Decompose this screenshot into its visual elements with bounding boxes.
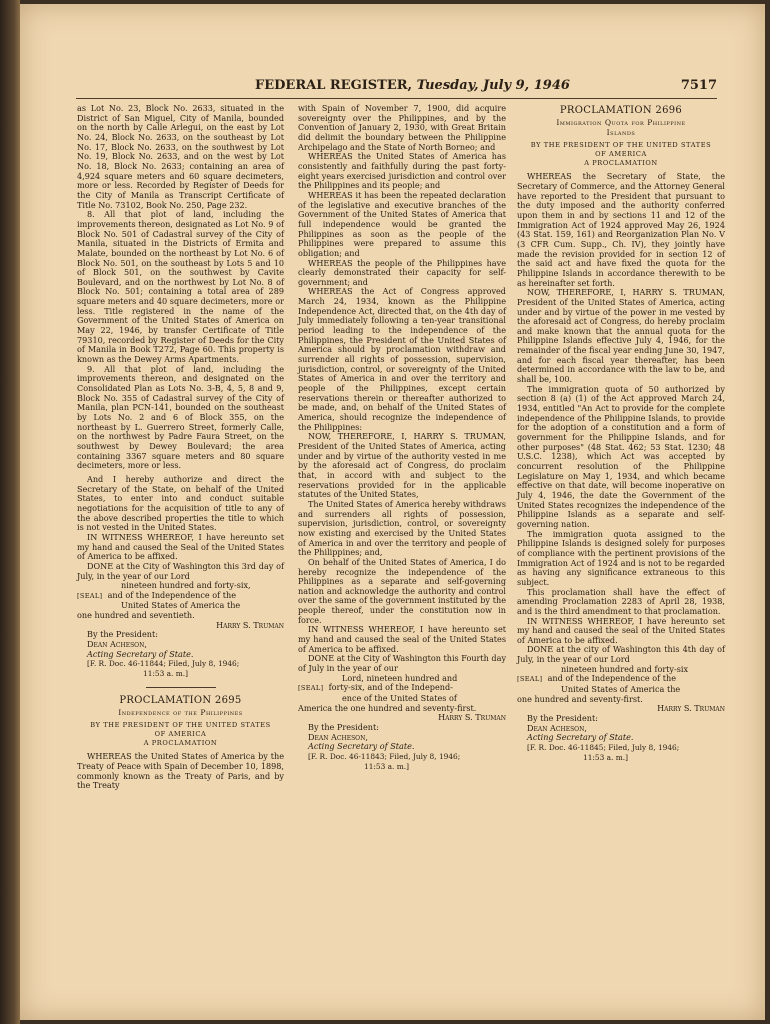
paragraph: DONE at the City of Washington this Fourth day of July in the year of our (298, 653, 507, 674)
acting-secretary: Acting Secretary of State. (308, 741, 415, 752)
seal-line: Lord, nineteen hundred and [SEAL] forty-six, and of the Independ- ence of the United States of America the one hundred and seventy-first. (298, 672, 477, 713)
page-number: 7517 (680, 78, 717, 93)
issue-date: Tuesday, July 9, 1946 (416, 78, 570, 93)
binding-gutter (0, 0, 20, 1024)
seal-mark: [SEAL] (298, 684, 324, 693)
seal-line: nineteen hundred and forty-six, [SEAL] and of the Independence of the United States of America the one hundred and seventieth. (77, 580, 251, 621)
paragraph: DONE at the City of Washington this 3rd day of July, in the year of our Lord (77, 560, 284, 581)
paragraph: This proclamation shall have the effect of amending Proclamation 2283 of April 28, 1938, and is the third amendment to that proclamation. (517, 586, 725, 616)
paragraph: WHEREAS the Secretary of State, the Secretary of Commerce, and the Attorney General have reported to the President that pursuant to the duty imposed and the authority conferred upon them in and by sections 11 and 12 of the Immigration Act of 1924 approved May 26, 1924 (43 Stat. 159, 161) and Reorganization Plan No. V (3 CFR Cum. Supp., Ch. IV), they jointly have made the revision provided for in section 12 of the said act and have fixed the quota for the Philippine Islands in accordance therewith to be as hereinafter set forth. (517, 171, 725, 288)
paragraph: The United States of America hereby withdraws and surrenders all rights of possession, supervision, jurisdiction, control, or sovereignty now existing and exercised by the United States of America in and over the territory and people of the Philippines; and, (298, 498, 506, 558)
paragraph: 9. All that plot of land, including the improvements thereon, and designated on the Consolidated Plan as Lots No. 3-B, 4, 5, 8 and 9, Block No. 355 of Cadastral survey of the City of Manila, plan PCN-141, bounded on the southeast by Lots No. 2 and 6 of Block 355, on the northeast by L. Guerrero Street, formerly Calle, on the northwest by Padre Faura Street, on the southwest by Dewey Boulevard; the area containing 3367 square meters and 80 square decimeters, more or less. (77, 363, 284, 471)
column-1 (77, 104, 284, 791)
paragraph: NOW, THEREFORE, I, HARRY S. TRUMAN, President of the United States of America, acting under and by virtue of the authority vested in me by the aforesaid act of Congress, do proclaim that, in accord with and subject to the reservations provided for in the applicable statutes of the United States, (298, 431, 506, 500)
paragraph: WHEREAS the United States of America by the Treaty of Peace with Spain of December 10, 1898, commonly known as the Treaty of Paris, and by the Treaty (77, 751, 284, 791)
seal-mark: [SEAL] (77, 591, 103, 600)
proclamation-title: PROCLAMATION 2695 (119, 694, 242, 706)
page-title (255, 78, 570, 93)
paragraph: And I hereby authorize and direct the Secretary of the State, on behalf of the United States, to enter into and conduct suitable negotiations for the acquisition of title to any of the above described properties the title to which is not vested in the United States. (77, 473, 284, 533)
paragraph: IN WITNESS WHEREOF, I have hereunto set my hand and caused the seal of the United States of America to be affixed. (298, 624, 506, 654)
by-the-president: By the President: (527, 713, 598, 724)
signature: Harry S. Truman (657, 703, 725, 714)
fr-doc-note: [F. R. Doc. 46-11844; Filed, July 8, 1946; 11:53 a. m.] (87, 659, 240, 679)
paragraph: WHEREAS the United States of America has consistently and faithfully during the past forty-eight years exercised jurisdiction and control over the Philippines and its people; and (298, 151, 506, 191)
paragraph: 8. All that plot of land, including the improvements thereon, designated as Lot No. 9 of Block No. 501 of Cadastral survey of the City of Manila, situated in the Districts of Ermita and Malate, bounded on the northeast by Lot No. 6 of Block No. 501, on the southeast by Lots 5 and 10 of Block 501, on the southwest by Cavite Boulevard, and on the northwest by Lot No. 8 of Block No. 501; containing a total area of 289 square meters and 40 square decimeters, more or less. Title registered in the name of the Government of the United States of America on May 22, 1946, by transfer Certificate of Title 79310, recorded by Register of Deeds for the City of Manila in Book T272, Page 60. This property is known as the Dewey Arms Apartments. (77, 209, 284, 365)
of-america-heading: OF AMERICA (595, 150, 647, 159)
paragraph: WHEREAS the people of the Philippines have clearly demonstrated their capacity for self-government; and (298, 257, 506, 287)
proclamation-subtitle: Immigration Quota for Philippine Islands (556, 118, 686, 137)
by-the-president: By the President: (308, 722, 379, 732)
paragraph: IN WITNESS WHEREOF, I have hereunto set my hand and caused the Seal of the United States of America to be affixed. (77, 531, 284, 562)
of-america-heading: OF AMERICA (154, 730, 207, 739)
column-2 (298, 104, 506, 771)
paragraph: DONE at the city of Washington this 4th day of July, in the year of our Lord (517, 644, 725, 665)
paragraph: as Lot No. 23, Block No. 2633, situated in the District of San Miguel, City of Manila, bounded on the north by Calle Arlegui, on the east by Lot No. 24, Block No. 2633, on the southeast by Lot No. 17, Block No. 2633, on the southwest by Lot No. 19, Block No. 2633, and on the west by Lot No. 18, Block No. 2633; containing an area of 4,924 square meters and 60 square decimeters, more or less. Recorded by Register of Deeds for the City of Manila as Transcript Certificate of Title No. 73102, Book No. 250, Page 232. (77, 103, 284, 210)
paragraph: IN WITNESS WHEREOF, I have hereunto set my hand and caused the seal of the United States of America to be affixed. (517, 615, 725, 645)
seal-mark: [SEAL] (517, 675, 543, 684)
paragraph: WHEREAS the Act of Congress approved March 24, 1934, known as the Philippine Independence Act, directed that, on the 4th day of July immediately following a ten-year transitional period leading to the independence of the Philippines, the President of the United States of America should by proclamation withdraw and surrender all rights of possession, supervision, jurisdiction, control, or sovereignty of the United States of America in and over the territory and people of the Philippines, except certain reservations therein or thereafter authorized to be made, and, on behalf of the United States of America, should recognize the independence of the Philippines: (298, 286, 506, 432)
a-proclamation-heading: A PROCLAMATION (584, 159, 658, 168)
paragraph: The immigration quota of 50 authorized by section 8 (a) (1) of the Act approved March 24, 1934, entitled "An Act to provide for the complete independence of the Philippine Islands, to provide for the adoption of a constitution and a form of government for the Philippine Islands, and for other purposes" (48 Stat. 462; 53 Stat. 1230; 48 U.S.C. 1238), which Act was accepted by concurrent resolution of the Philippine Legislature on May 1, 1934, and which became effective on that date, will become inoperative on July 4, 1946, the date the Government of the United States recognizes the independence of the Philippine Islands as a separate and self-governing nation. (517, 383, 725, 529)
column-3 (517, 104, 725, 762)
section-rule (146, 687, 216, 688)
proclamation-subtitle: Independence of the Philippines (118, 707, 243, 717)
fr-doc-note: [F. R. Doc. 46-11843; Filed, July 8, 1946; 11:53 a. m.] (308, 751, 461, 771)
register-name: FEDERAL REGISTER, (255, 78, 413, 93)
a-proclamation-heading: A PROCLAMATION (143, 739, 218, 748)
by-the-president: By the President: (87, 629, 158, 640)
paragraph: with Spain of November 7, 1900, did acquire sovereignty over the Philippines, and by the Convention of January 2, 1930, with Great Britain did delimit the boundary between the Philippine Archipelago and the State of North Borneo; and (298, 103, 506, 152)
header-rule (76, 98, 717, 99)
seal-line: nineteen hundred and forty-six [SEAL] and of the Independence of the United States of America the one hundred and seventy-first. (517, 663, 689, 704)
paragraph: On behalf of the United States of America, I do hereby recognize the independence of the Philippines as a separate and self-governing nation and acknowledge the authority and control over the same of the government instituted by the people thereof, under the constitution now in force. (298, 556, 506, 625)
paragraph: The immigration quota assigned to the Philippine Islands is designed solely for purposes of compliance with the pertinent provisions of the Immigration Act of 1924 and is not to be regarded as having any significance extraneous to this subject. (517, 528, 725, 587)
by-the-president-heading: BY THE PRESIDENT OF THE UNITED STATES (530, 141, 712, 150)
signature: Harry S. Truman (438, 712, 506, 723)
signature: Harry S. Truman (216, 619, 284, 630)
proclamation-title: PROCLAMATION 2696 (559, 105, 683, 116)
acheson-name: Dean Acheson, (527, 722, 587, 733)
acting-secretary: Acting Secretary of State. (87, 648, 194, 659)
fr-doc-note: [F. R. Doc. 46-11845; Filed, July 8, 1946; 11:53 a. m.] (527, 743, 680, 762)
paragraph: NOW, THEREFORE, I, HARRY S. TRUMAN, President of the United States of America, acting under and by virtue of the power in me vested by the aforesaid act of Congress, do hereby proclaim and make known that the annual quota for the Philippine Islands effective July 4, 1946, for the remainder of the fiscal year ending June 30, 1947, and for each fiscal year thereafter, has been determined in accordance with the law to be, and shall be, 100. (517, 287, 725, 385)
paragraph: WHEREAS it has been the repeated declaration of the legislative and executive branches of the Government of the United States of America that full independence would be granted the Philippines as soon as the people of the Philippines were prepared to assume this obligation; and (298, 189, 506, 258)
by-the-president-heading: BY THE PRESIDENT OF THE UNITED STATES (90, 721, 271, 730)
acheson-name: Dean Acheson, (87, 639, 147, 650)
acheson-name: Dean Acheson, (308, 731, 368, 742)
register-page (20, 4, 765, 1020)
acting-secretary: Acting Secretary of State. (527, 732, 634, 743)
page-header (20, 78, 765, 98)
